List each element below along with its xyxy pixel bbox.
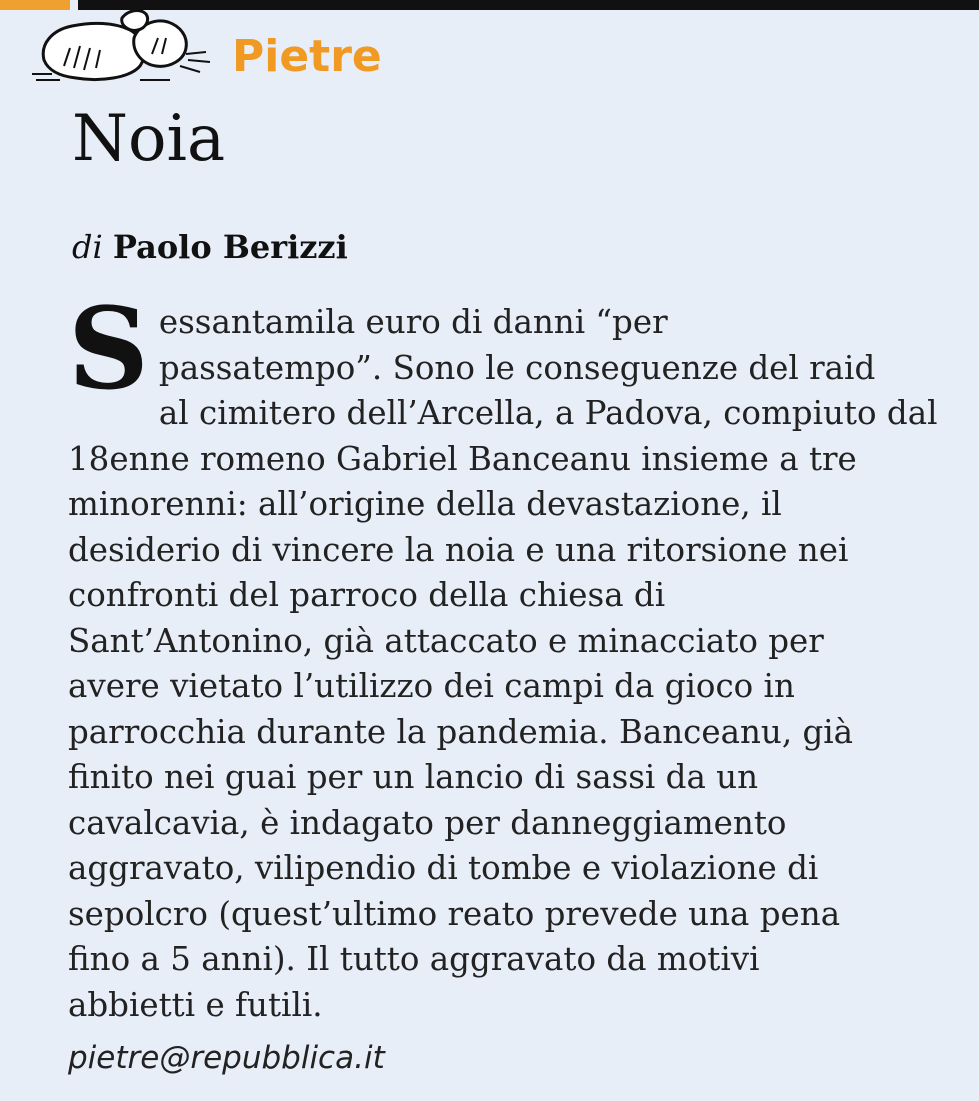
article-headline: Noia <box>72 102 226 176</box>
body-line: parrocchia durante la pandemia. Banceanu, già <box>68 712 854 751</box>
body-line: fino a 5 anni). Il tutto aggravato da motivi <box>68 940 760 978</box>
body-line: cavalcavia, è indagato per danneggiamento <box>68 803 787 842</box>
body-line: desiderio di vincere la noia e una ritorsione nei <box>68 530 849 569</box>
contact-email-link[interactable]: pietre@repubblica.it <box>68 1040 385 1076</box>
rubric-title: Pietre <box>232 31 382 82</box>
body-line: sepolcro (quest’ultimo reato prevede una pena <box>68 894 841 933</box>
body-line: finito nei guai per un lancio di sassi da un <box>68 758 759 796</box>
drop-cap: S <box>68 284 149 415</box>
author-name: Paolo Berizzi <box>112 228 348 266</box>
article-body <box>68 284 958 1028</box>
body-line: 18enne romeno Gabriel Banceanu insieme a tre <box>68 439 857 478</box>
body-line: al cimitero dell’Arcella, a Padova, compiuto dal <box>158 394 938 432</box>
byline-prefix: di <box>72 228 103 266</box>
body-line: essantamila euro di danni “per <box>158 303 668 341</box>
body-line: avere vietato l’utilizzo dei campi da gioco in <box>68 667 795 705</box>
body-line: passatempo”. Sono le conseguenze del raid <box>158 348 876 387</box>
body-line: confronti del parroco della chiesa di <box>68 576 666 614</box>
body-line: Sant’Antonino, già attaccato e minacciato per <box>68 621 824 660</box>
body-line: aggravato, vilipendio di tombe e violazione di <box>68 849 819 887</box>
body-line: abbietti e futili. <box>68 985 323 1024</box>
byline <box>72 225 348 269</box>
stones-icon <box>30 8 220 86</box>
body-line: minorenni: all’origine della devastazione, il <box>68 485 782 523</box>
